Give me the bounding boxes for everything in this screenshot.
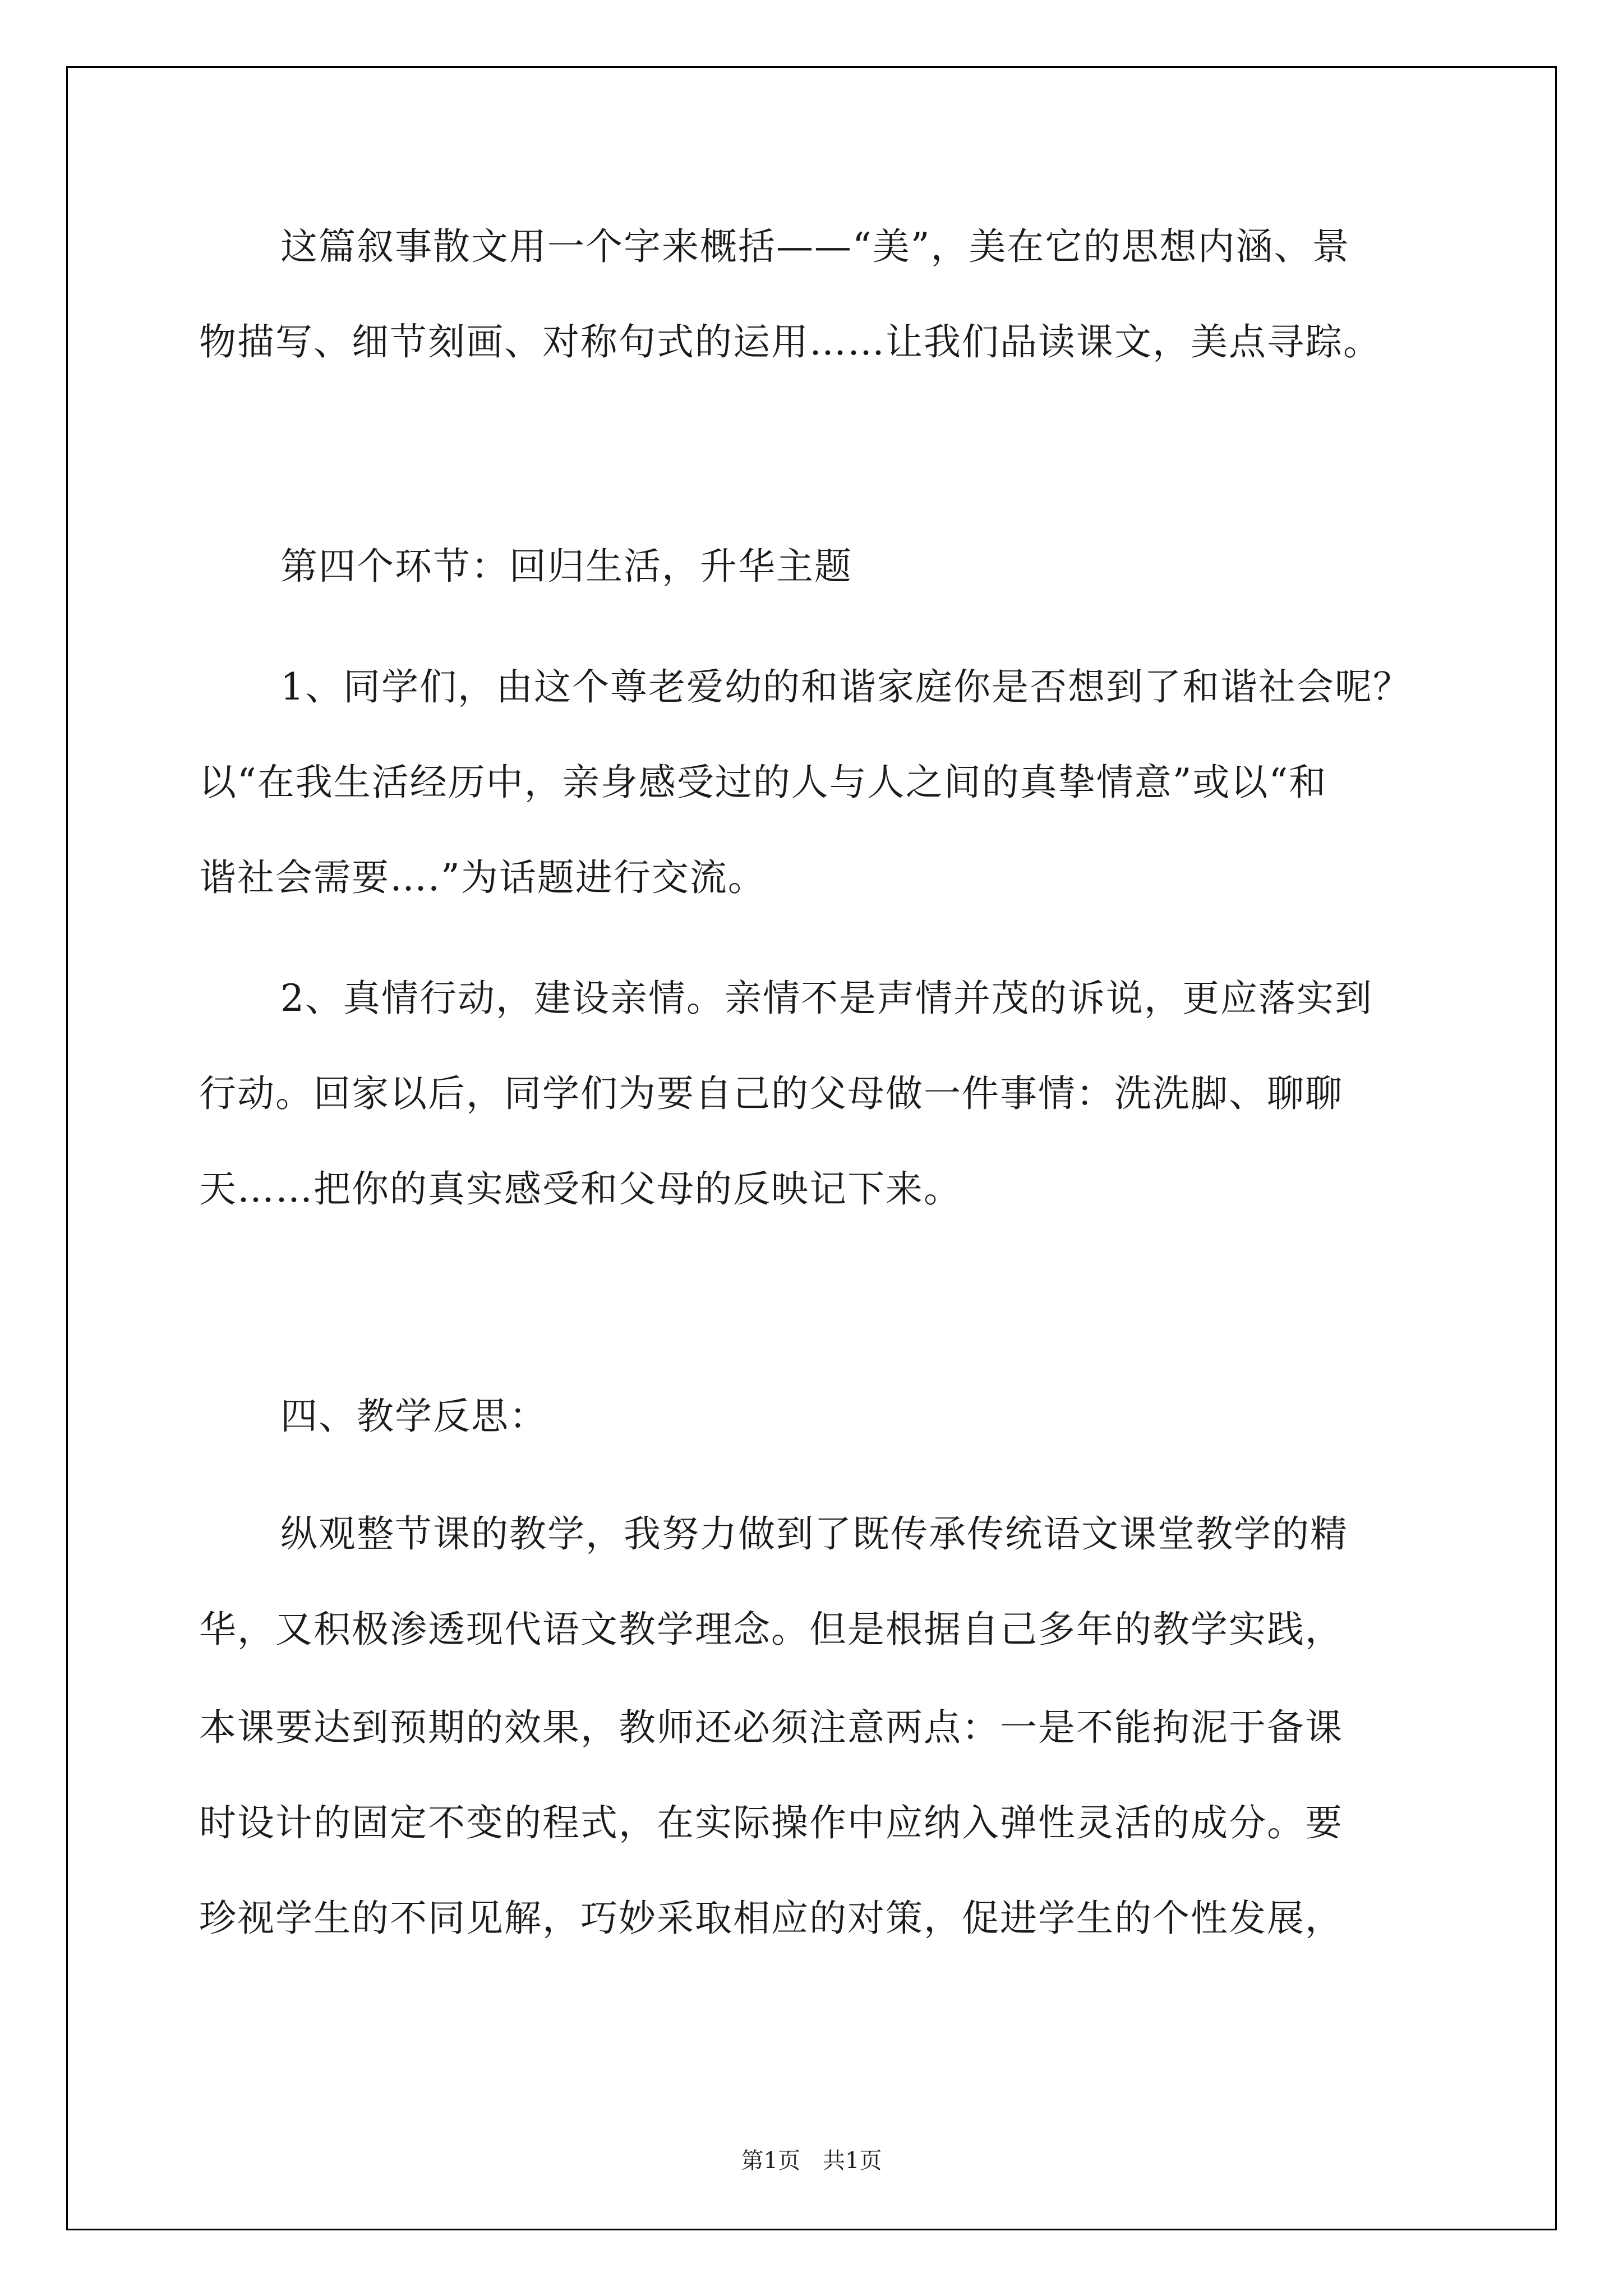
section-heading: 四、教学反思：	[280, 1395, 547, 1438]
paragraph-line: 本课要达到预期的效果，教师还必须注意两点：一是不能拘泥于备课	[199, 1706, 1343, 1749]
section-heading: 第四个环节：回归生活，升华主题	[280, 545, 852, 588]
paragraph-line: 纵观整节课的教学，我努力做到了既传承传统语文课堂教学的精	[280, 1512, 1348, 1556]
paragraph-line: 以“在我生活经历中，亲身感受过的人与人之间的真挚情意”或以“和	[199, 761, 1327, 804]
page-footer: 第1页 共1页	[741, 2148, 882, 2174]
paragraph-line: 这篇叙事散文用一个字来概括——“美”，美在它的思想内涵、景	[280, 225, 1350, 268]
paragraph-line: 谐社会需要….”为话题进行交流。	[199, 856, 766, 899]
paragraph-line: 华，又积极渗透现代语文教学理念。但是根据自己多年的教学实践，	[199, 1608, 1343, 1651]
paragraph-line: 时设计的固定不变的程式，在实际操作中应纳入弹性灵活的成分。要	[199, 1801, 1343, 1844]
paragraph-line: 2、真情行动，建设亲情。亲情不是声情并茂的诉说，更应落实到	[280, 977, 1373, 1020]
paragraph-line: 1、同学们，由这个尊老爱幼的和谐家庭你是否想到了和谐社会呢？	[280, 665, 1411, 708]
paragraph-line: 天……把你的真实感受和父母的反映记下来。	[199, 1167, 962, 1211]
paragraph-line: 行动。回家以后，同学们为要自己的父母做一件事情：洗洗脚、聊聊	[199, 1072, 1343, 1115]
paragraph-line: 物描写、细节刻画、对称句式的运用……让我们品读课文，美点寻踪。	[199, 320, 1381, 364]
paragraph-line: 珍视学生的不同见解，巧妙采取相应的对策，促进学生的个性发展，	[199, 1897, 1343, 1940]
